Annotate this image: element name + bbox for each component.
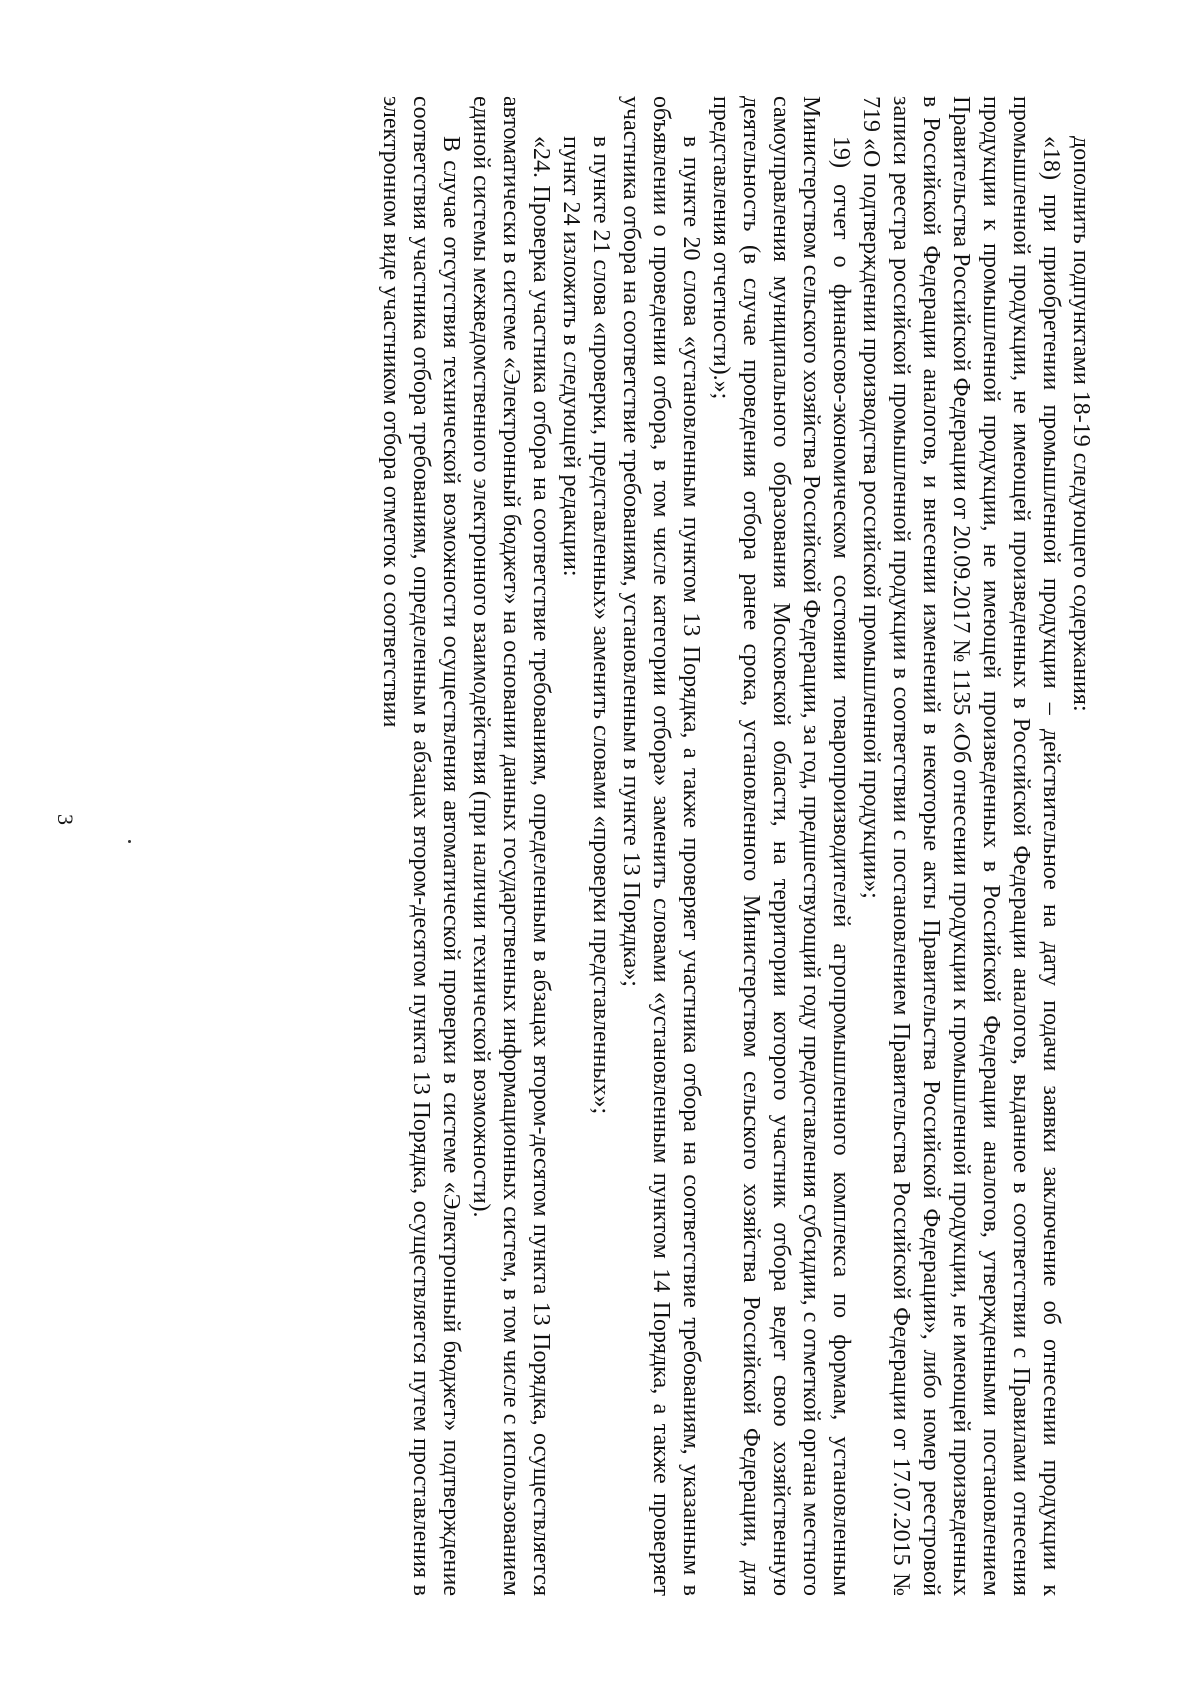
paragraph-item-19: 19) отчет о финансово-экономическом состоянии товаропроизводителей агропромышленного комплекса по формам, установленным Министерством сельского хозяйства Российской Федерации, за год, предшествующий году предоставления субсидии, с отметкой органа местного самоуправления муниципального образования Московской области, на территории которого участник отбора ведет свою хозяйственную деятельность (в случае проведения отбора ранее срока, установленного Министерством сельского хозяйства Российской Федерации, для представления отчетности).»; — [708, 96, 854, 1596]
paragraph-point-21: в пункте 21 слова «проверки, представленных» заменить словами «проверки представленных»; — [588, 136, 614, 1115]
document-body — [376, 96, 1096, 1596]
scan-dot — [128, 840, 131, 843]
paragraph-intro: дополнить подпунктами 18-19 следующего содержания: — [1068, 136, 1094, 712]
paragraph-point-24-intro: пункт 24 изложить в следующей редакции: — [558, 136, 584, 577]
paragraph-item-18: «18) при приобретении промышленной продукции – действительное на дату подачи заявки заключение об отнесении продукции к промышленной продукции, не имеющей произведенных в Российской Федерации аналогов, выданное в соответствии с Правилами отнесения продукции к промышленной продукции, не имеющей произведенных в Российской Федерации аналогов, утвержденными постановлением Правительства Российской Федерации от 20.09.2017 № 1135 «Об отнесении продукции к промышленной продукции, не имеющей произведенных в Российской Федерации аналогов, и внесении изменений в некоторые акты Правительства Российской Федерации», либо номер реестровой записи реестра российской промышленной продукции в соответствии с постановлением Правительства Российской Федерации от 17.07.2015 № 719 «О подтверждении производства российской промышленной продукции»; — [858, 96, 1064, 1596]
paragraph-point-24-text: «24. Проверка участника отбора на соответствие требованиям, определенным в абзацах втором-десятом пункта 13 Порядка, осуществляется автоматически в системе «Электронный бюджет» на основании данных государственных информационных систем, в том числе с использованием единой системы межведомственного электронного взаимодействия (при наличии технической возможности). — [468, 96, 554, 1596]
page-number: 3 — [53, 814, 78, 825]
paragraph-no-technical-possibility: В случае отсутствия технической возможности осуществления автоматической проверки в системе «Электронный бюджет» подтверждение соответствия участника отбора требованиям, определенным в абзацах втором-десятом пункта 13 Порядка, осуществляется путем проставления в электронном виде участником отбора отметок о соответствии — [378, 96, 464, 1596]
paragraph-point-20: в пункте 20 слова «установленным пунктом 13 Порядка, а также проверяет участника отбора на соответствие требованиям, указанным в объявлении о проведении отбора, в том числе категории отбора» заменить словами «установленным пунктом 14 Порядка, а также проверяет участника отбора на соответствие требованиям, установленным в пункте 13 Порядка»; — [618, 96, 704, 1596]
